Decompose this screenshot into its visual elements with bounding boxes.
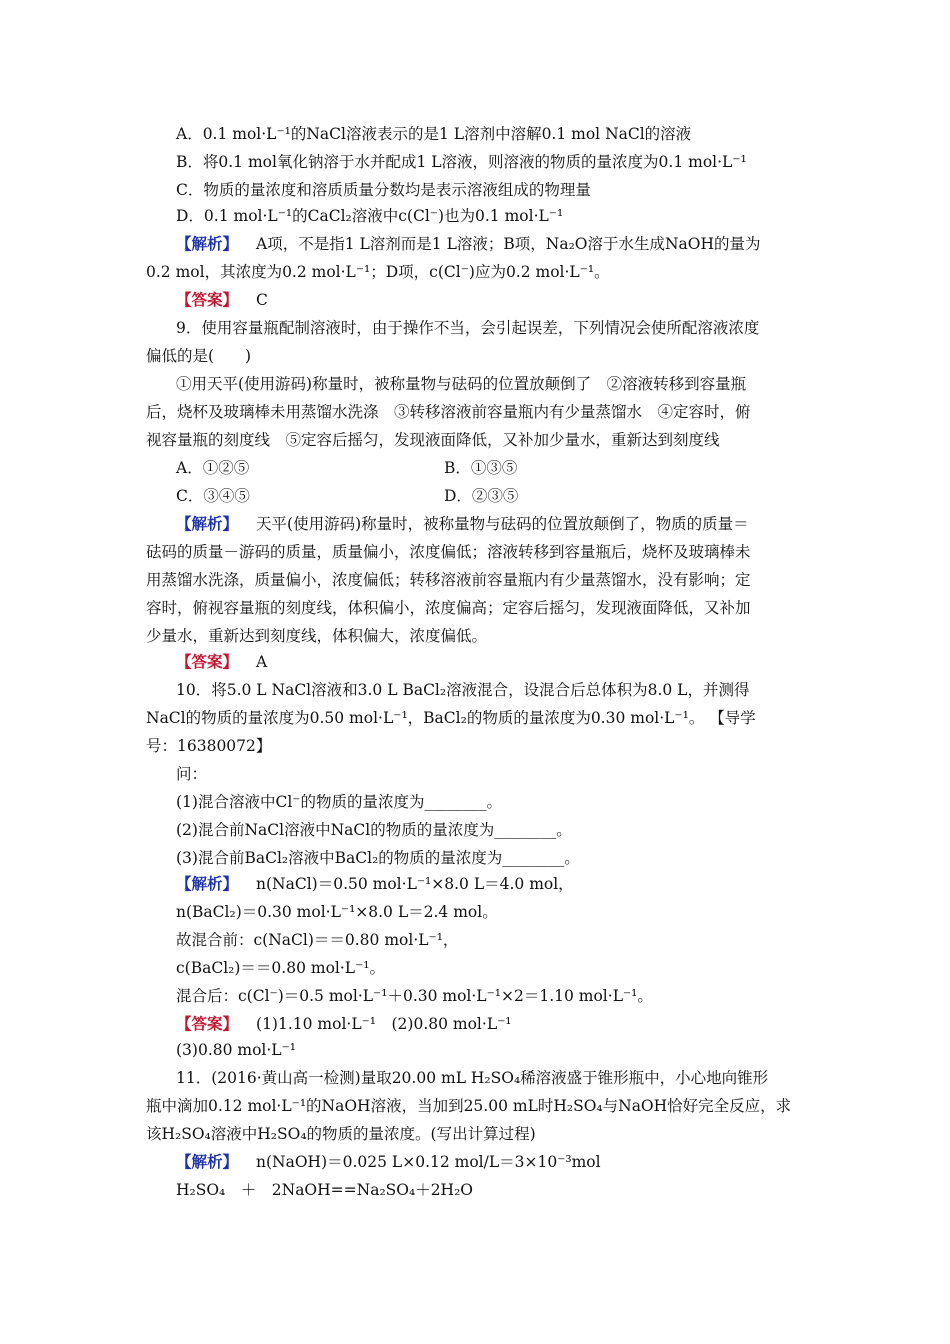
q8-option-d: D．0.1 mol·L⁻¹的CaCl₂溶液中c(Cl⁻)也为0.1 mol·L⁻¹ <box>176 207 564 225</box>
q8-analysis-line-1 <box>176 234 761 254</box>
q11-analysis-line-1 <box>176 1152 601 1172</box>
q9-analysis-line-1 <box>176 514 749 534</box>
analysis-label: 【解析】 <box>176 1152 239 1171</box>
q11-stem-line-3: 该H₂SO₄溶液中H₂SO₄的物质的量浓度。(写出计算过程) <box>146 1125 536 1143</box>
q11-calc-1: n(NaOH)＝0.025 L×0.12 mol/L＝3×10⁻³mol <box>256 1153 601 1171</box>
q9-stem-line-2: 偏低的是( ) <box>146 347 252 365</box>
q10-calc-5: 混合后：c(Cl⁻)＝0.5 mol·L⁻¹＋0.30 mol·L⁻¹×2＝1.10 mol·L⁻¹。 <box>176 987 653 1005</box>
q10-subquestion-3: (3)混合前BaCl₂溶液中BaCl₂的物质的量浓度为________。 <box>176 849 580 867</box>
q9-answer: A <box>256 653 268 671</box>
q8-analysis-line-2: 0.2 mol，其浓度为0.2 mol·L⁻¹；D项，c(Cl⁻)应为0.2 mol·L⁻¹。 <box>146 263 610 281</box>
q8-option-a: A．0.1 mol·L⁻¹的NaCl溶液表示的是1 L溶剂中溶解0.1 mol NaCl的溶液 <box>176 125 692 143</box>
q9-condition-line-1: ①用天平(使用游码)称量时，被称量物与砝码的位置放颠倒了 ②溶液转移到容量瓶 <box>176 375 747 393</box>
q9-condition-line-2: 后，烧杯及玻璃棒未用蒸馏水洗涤 ③转移溶液前容量瓶内有少量蒸馏水 ④定容时，俯 <box>146 403 751 421</box>
q8-option-c: C．物质的量浓度和溶质质量分数均是表示溶液组成的物理量 <box>176 181 591 199</box>
q10-subquestion-1: (1)混合溶液中Cl⁻的物质的量浓度为________。 <box>176 793 502 811</box>
q10-stem-line-1: 10．将5.0 L NaCl溶液和3.0 L BaCl₂溶液混合，设混合后总体积为8.0 L，并测得 <box>176 681 750 699</box>
answer-label: 【答案】 <box>176 1014 239 1033</box>
q8-analysis-text-1: A项，不是指1 L溶剂而是1 L溶液；B项，Na₂O溶于水生成NaOH的量为 <box>256 235 761 253</box>
q10-calc-1: n(NaCl)＝0.50 mol·L⁻¹×8.0 L＝4.0 mol， <box>256 875 574 893</box>
answer-label: 【答案】 <box>176 290 239 309</box>
q8-answer-line <box>176 290 268 310</box>
q11-calc-2: H₂SO₄ ＋ 2NaOH==Na₂SO₄＋2H₂O <box>176 1181 473 1199</box>
q10-calc-2: n(BaCl₂)＝0.30 mol·L⁻¹×8.0 L＝2.4 mol。 <box>176 903 498 921</box>
q9-option-a: A．①②⑤ <box>176 459 250 477</box>
q9-option-d: D．②③⑤ <box>444 487 519 505</box>
q9-option-b: B．①③⑤ <box>444 459 518 477</box>
q10-ask: 问： <box>176 765 208 783</box>
q10-analysis-line-1 <box>176 874 574 894</box>
q9-analysis-line-4: 容时，俯视容量瓶的刻度线，体积偏小，浓度偏高；定容后摇匀，发现液面降低，又补加 <box>146 599 751 617</box>
q8-answer: C <box>256 291 268 309</box>
q9-analysis-line-2: 砝码的质量－游码的质量，质量偏小，浓度偏低；溶液转移到容量瓶后，烧杯及玻璃棒未 <box>146 543 751 561</box>
answer-label: 【答案】 <box>176 652 239 671</box>
q9-analysis-line-3: 用蒸馏水洗涤，质量偏小，浓度偏低；转移溶液前容量瓶内有少量蒸馏水，没有影响；定 <box>146 571 751 589</box>
analysis-label: 【解析】 <box>176 874 239 893</box>
analysis-label: 【解析】 <box>176 234 239 253</box>
q11-stem-line-1: 11．(2016·黄山高一检测)量取20.00 mL H₂SO₄稀溶液盛于锥形瓶中，小心地向锥形 <box>176 1069 769 1087</box>
q10-calc-3: 故混合前：c(NaCl)＝＝0.80 mol·L⁻¹， <box>176 931 459 949</box>
q11-stem-line-2: 瓶中滴加0.12 mol·L⁻¹的NaOH溶液，当加到25.00 mL时H₂SO₄与NaOH恰好完全反应，求 <box>146 1097 792 1115</box>
q10-stem-line-2: NaCl的物质的量浓度为0.50 mol·L⁻¹，BaCl₂的物质的量浓度为0.30 mol·L⁻¹。 【导学 <box>146 709 756 727</box>
q10-calc-4: c(BaCl₂)＝＝0.80 mol·L⁻¹。 <box>176 959 385 977</box>
q10-answer-2: (3)0.80 mol·L⁻¹ <box>176 1041 296 1059</box>
q9-answer-line <box>176 652 267 672</box>
q9-analysis-text-1: 天平(使用游码)称量时，被称量物与砝码的位置放颠倒了，物质的质量＝ <box>256 515 749 533</box>
q9-stem-line-1: 9．使用容量瓶配制溶液时，由于操作不当，会引起误差，下列情况会使所配溶液浓度 <box>176 319 760 337</box>
q8-option-b: B．将0.1 mol氧化钠溶于水并配成1 L溶液，则溶液的物质的量浓度为0.1 mol·L⁻¹ <box>176 153 747 171</box>
q10-answer-1: (1)1.10 mol·L⁻¹ (2)0.80 mol·L⁻¹ <box>256 1015 512 1033</box>
q9-option-c: C．③④⑤ <box>176 487 250 505</box>
q10-subquestion-2: (2)混合前NaCl溶液中NaCl的物质的量浓度为________。 <box>176 821 572 839</box>
q9-condition-line-3: 视容量瓶的刻度线 ⑤定容后摇匀，发现液面降低，又补加少量水，重新达到刻度线 <box>146 431 720 449</box>
q9-analysis-line-5: 少量水，重新达到刻度线，体积偏大，浓度偏低。 <box>146 627 488 645</box>
analysis-label: 【解析】 <box>176 514 239 533</box>
q10-stem-line-3: 号：16380072】 <box>146 737 272 755</box>
q10-answer-line <box>176 1014 512 1034</box>
